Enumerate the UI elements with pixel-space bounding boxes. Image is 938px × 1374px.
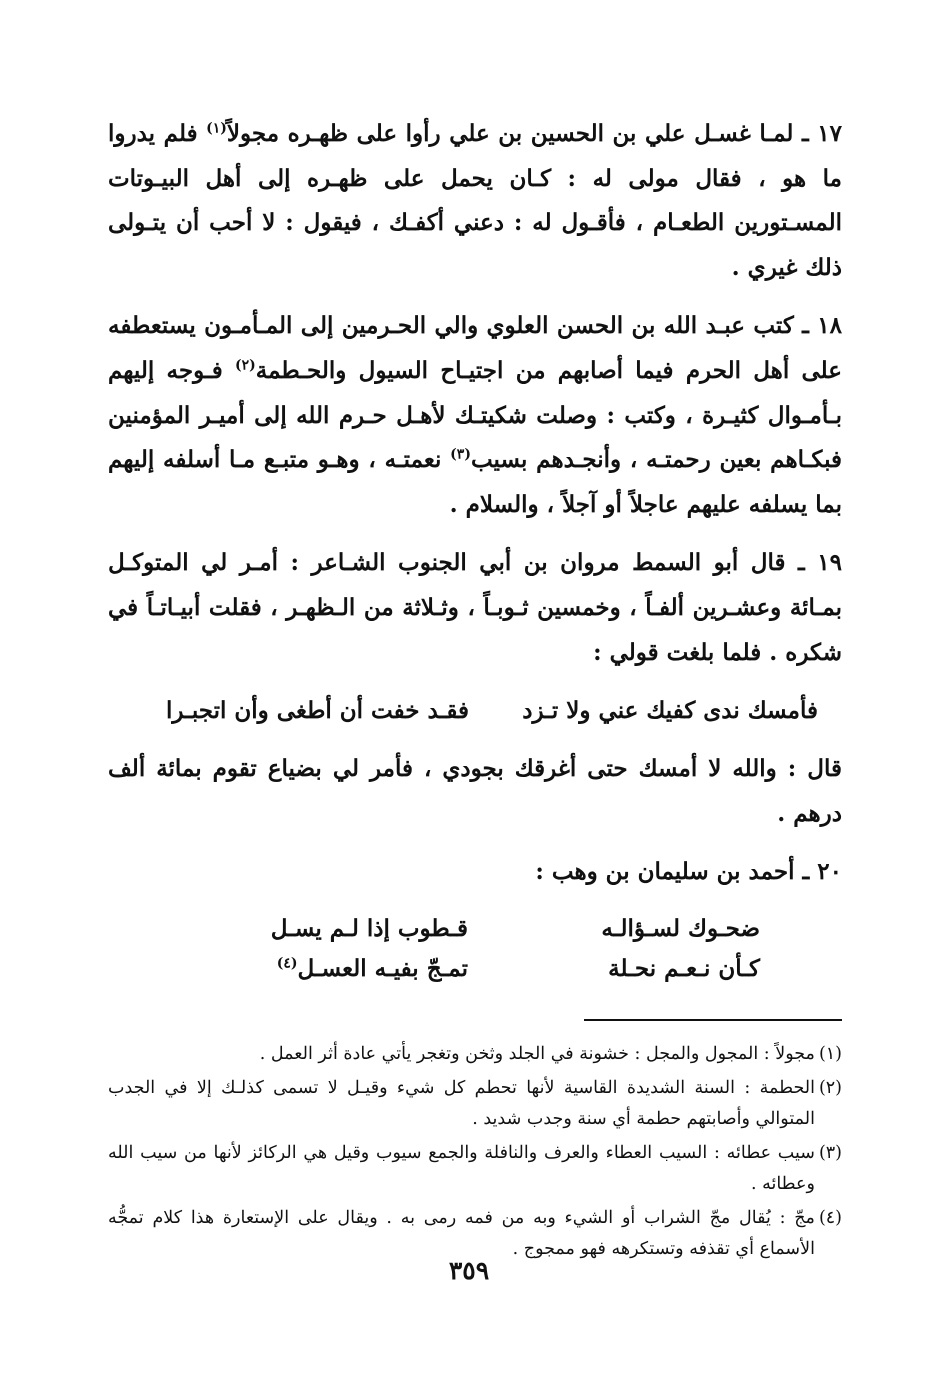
footnote-text: سيب عطائه : السيب العطاء والعرف والنافلة والجمع سيوب وقيل هي الركائز لأنها من سيب الله وعطائه . xyxy=(108,1142,815,1194)
paragraph-text: ـ أحمد بن سليمان بن وهب : xyxy=(535,858,818,886)
verse-second-hemistich: قـطوب إذا لـم يسـل xyxy=(270,914,468,942)
verse-first-hemistich: ضحـوك لسـؤالـه xyxy=(601,914,760,942)
footnote-number: (٢) xyxy=(818,1077,842,1098)
main-text xyxy=(108,112,842,989)
paragraph-20 xyxy=(108,850,842,895)
footnote-number: (٣) xyxy=(818,1142,842,1163)
paragraph-19 xyxy=(108,541,842,675)
item-number: ٢٠ xyxy=(817,858,842,886)
verse-second-hemistich: فقـد خفت أن أطغى وأن اتجبـرا xyxy=(166,697,469,725)
footnote xyxy=(108,1138,842,1200)
footnote xyxy=(108,1073,842,1135)
paragraph-text: ـ كتب عبـد الله بن الحسن العلوي والي الحـرمين إلى المـأمـون يستعطفه على أهل الحرم فيما أصابهم من اجتيـاح السيول والحـطمة xyxy=(108,312,842,384)
footnote-text: مجّ : يُقال مجّ الشراب أو الشيء وبه من فمه رمى به . ويقال على الإستعارة هذا كلام تمجُّه الأسماع أي تقذفه وتستكرهه فهو ممجوج . xyxy=(108,1207,815,1259)
verse-second-hemistich xyxy=(208,949,468,989)
paragraph-17 xyxy=(108,112,842,290)
verse-first-hemistich: كـأن نـعـم نحـلة xyxy=(608,954,760,982)
verse-line xyxy=(108,949,842,989)
item-number: ١٩ xyxy=(817,549,842,577)
verse-line xyxy=(108,909,842,949)
footnote-text: الحطمة : السنة الشديدة القاسية لأنها تحطم كل شيء وقيـل لا تسمى كذلـك إلا في الجدب المتوالي وأصابتهم حطمة أي سنة وجدب شديد . xyxy=(108,1077,815,1129)
item-number: ١٨ xyxy=(817,312,842,340)
footnote-number: (١) xyxy=(818,1043,842,1064)
paragraph-after-verse: قال : والله لا أمسك حتى أغرقك بجودي ، فأمر لي بضياع تقوم بمائة ألف درهم . xyxy=(108,755,842,827)
verse-first-hemistich: فأمسك ندى كفيك عني ولا تـزد xyxy=(522,697,818,725)
footnotes xyxy=(108,1039,842,1265)
footnote xyxy=(108,1039,842,1070)
paragraph-18 xyxy=(108,304,842,527)
paragraph-text-cont: فلم يدروا ما هو ، فقال مولى له : كـان يحمل على ظهـره إلى أهل البيـوتات المسـتورين الطعـام ، فأقـول له : دعني أكفـك ، فيقول : لا أحب أن يتـولى ذلك غيري . xyxy=(108,120,842,281)
footnote-separator xyxy=(584,1019,842,1021)
paragraph-text: ـ لمـا غسـل علي بن الحسين بن علي رأوا على ظهـره مجولاً xyxy=(226,120,818,147)
verse-text: تمـجّ بفيـه العسـل xyxy=(297,954,468,982)
verse-block xyxy=(108,909,842,989)
page-number: ٣٥٩ xyxy=(448,1256,490,1285)
footnote-ref: (٣) xyxy=(450,446,471,463)
paragraph-text: ـ قال أبو السمط مروان بن أبي الجنوب الشـاعر : أمـر لي المتوكـل بمـائة وعشـرين ألفـاً ، وخمسين ثـوبـاً ، وثـلاثة من الـظهـر ، فقلت أبيـاتـاً في شكره . فلما بلغت قولي : xyxy=(108,549,842,666)
footnote-ref: (٤) xyxy=(276,955,298,972)
footnote-number: (٤) xyxy=(818,1207,842,1228)
footnote-ref: (١) xyxy=(206,120,227,137)
verse-line xyxy=(108,689,842,733)
paragraph-text-end: نعمتـه ، وهـو متبـع مـا أسلفه إليهم بما يسلفه عليهم عاجلاً أو آجلاً ، والسلام . xyxy=(108,446,842,518)
paragraph-text-cont: فـوجه إليهم بـأمـوال كثيـرة ، وكتب : وصلت شكيتـك لأهـل حـرم الله إلى أميـر المؤمنين فبكـاهم بعين رحمتـه ، وأنجـدهم بسيب xyxy=(108,356,842,474)
footnote-text: مجولاً : المجول والمجل : خشونة في الجلد وثخن وتغجر يأتي عادة أثر العمل . xyxy=(259,1043,815,1064)
footnote-ref: (٢) xyxy=(234,357,256,374)
item-number: ١٧ xyxy=(817,120,842,147)
